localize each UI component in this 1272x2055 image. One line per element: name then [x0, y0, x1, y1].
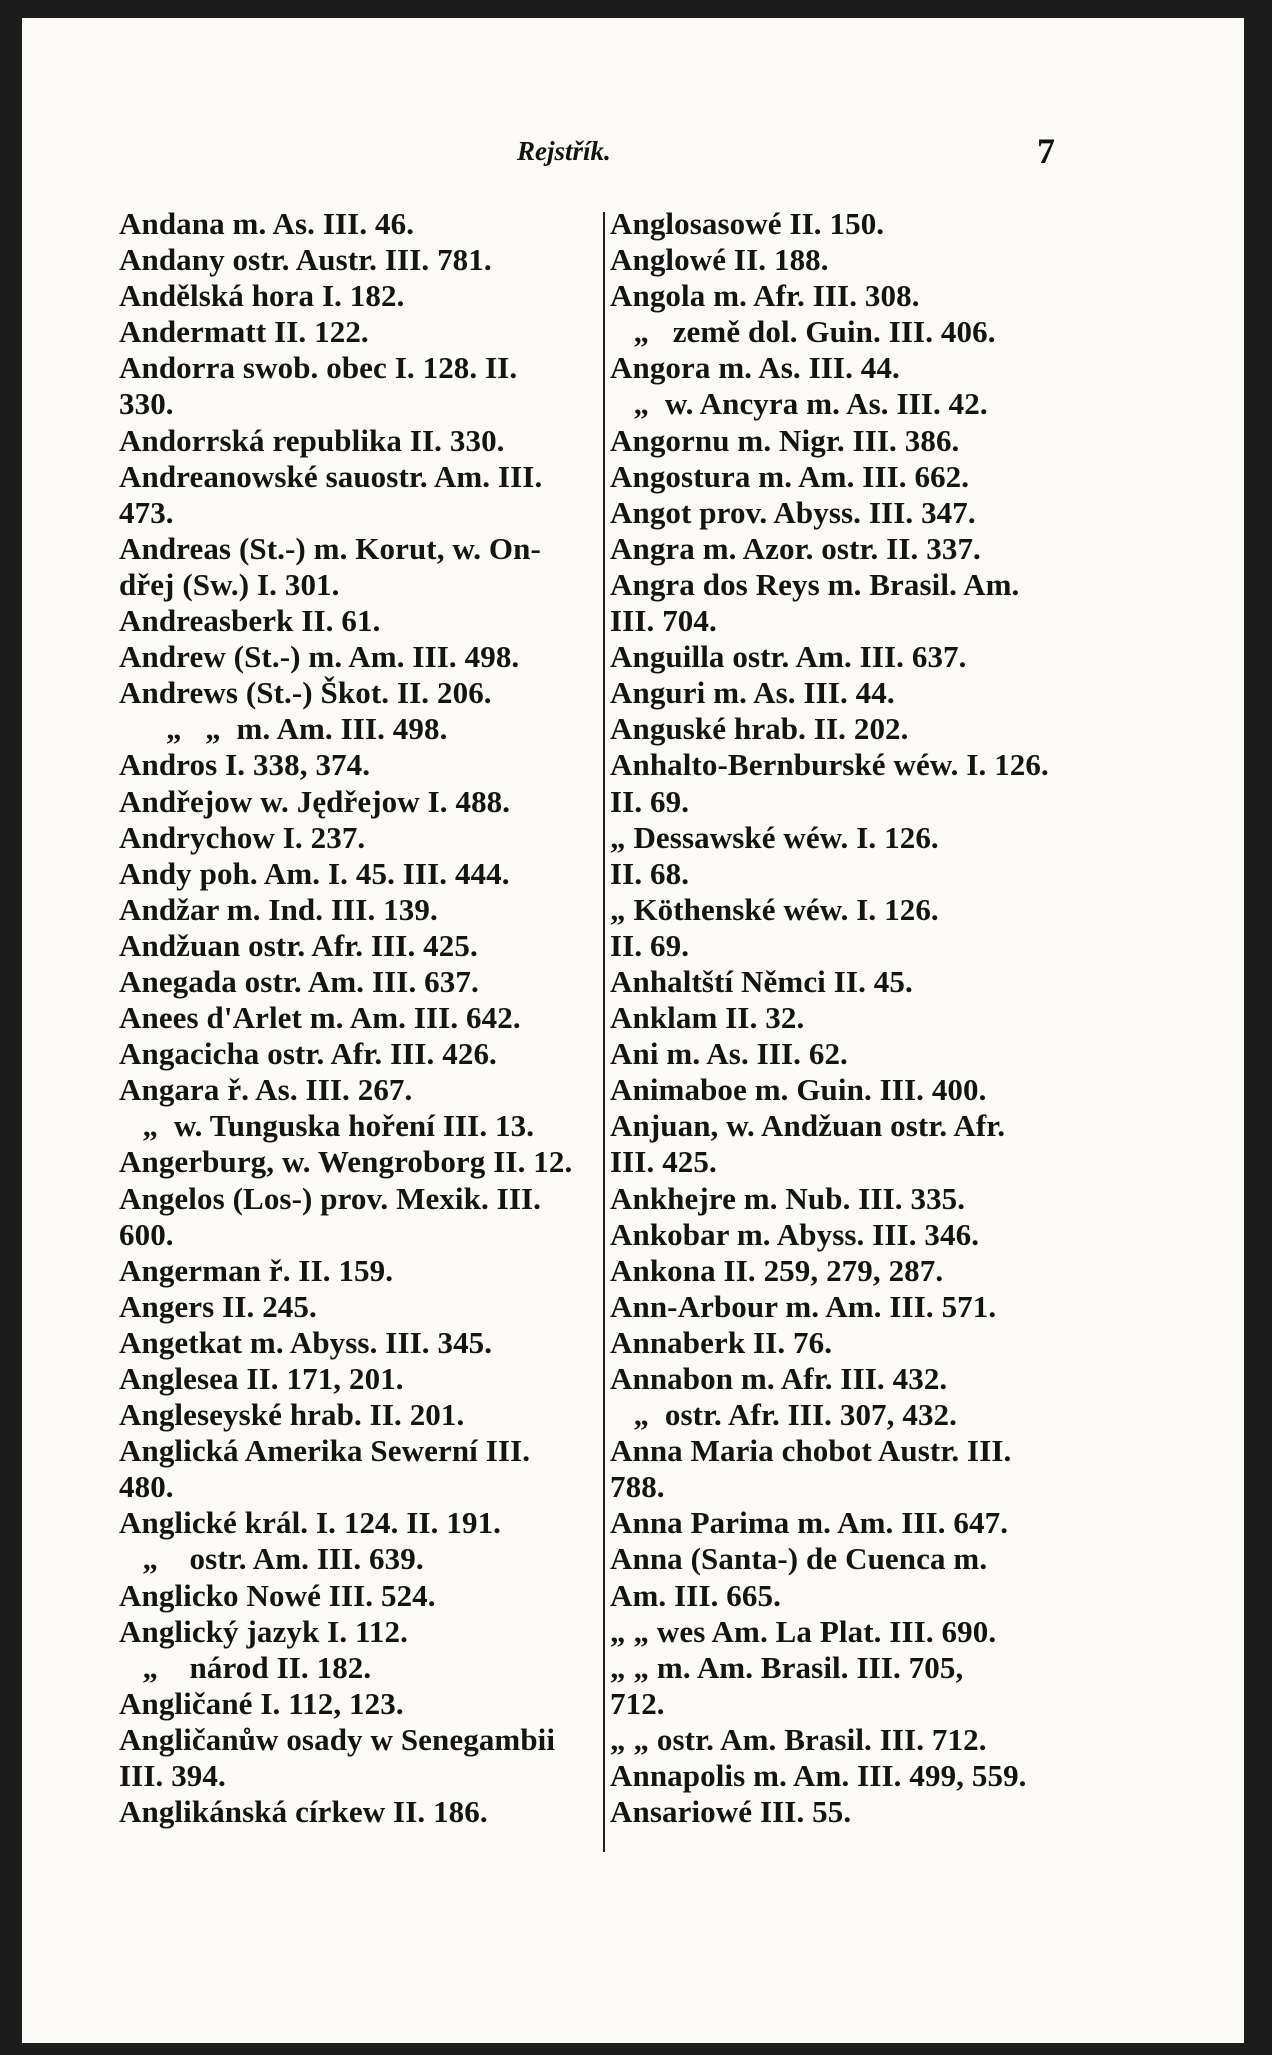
- index-entry-line: Angetkat m. Abyss. III. 345.: [119, 1324, 493, 1360]
- index-entry-line: Angerman ř. II. 159.: [119, 1252, 394, 1288]
- index-entry-line: „ Köthenské wéw. I. 126.: [610, 891, 939, 927]
- index-entry-line: „ ostr. Am. III. 639.: [119, 1541, 424, 1577]
- index-entry-line: Angers II. 245.: [119, 1288, 317, 1324]
- index-entry-line: Andrews (St.-) Škot. II. 206.: [119, 675, 492, 711]
- index-entry-line: Andros I. 338, 374.: [119, 747, 371, 783]
- index-entry-line: „ ostr. Afr. III. 307, 432.: [610, 1397, 958, 1433]
- index-entry-line: Anna Maria chobot Austr. III.: [610, 1433, 1012, 1469]
- index-entry-line: 600.: [119, 1216, 174, 1252]
- index-entry-line: „ země dol. Guin. III. 406.: [610, 314, 996, 350]
- index-entry-line: 480.: [119, 1469, 174, 1505]
- index-entry-line: Anglické král. I. 124. II. 191.: [119, 1505, 502, 1541]
- index-entry-line: III. 425.: [610, 1144, 717, 1180]
- index-entry-line: Ankona II. 259, 279, 287.: [610, 1252, 944, 1288]
- index-entry-line: Anglikánská církew II. 186.: [119, 1794, 488, 1830]
- index-entry-line: Annaberk II. 76.: [610, 1324, 833, 1360]
- index-entry-line: III. 704.: [610, 603, 717, 639]
- index-entry-line: Ann-Arbour m. Am. III. 571.: [610, 1288, 997, 1324]
- index-entry-line: Andreanowské sauostr. Am. III.: [119, 458, 543, 494]
- index-entry-line: Andreas (St.-) m. Korut, w. On-: [119, 530, 541, 566]
- index-entry-line: Andrychow I. 237.: [119, 819, 366, 855]
- index-entry-line: „ w. Tunguska hoření III. 13.: [119, 1108, 535, 1144]
- index-entry-line: Anglicko Nowé III. 524.: [119, 1577, 436, 1613]
- index-entry-line: Andorra swob. obec I. 128. II.: [119, 350, 518, 386]
- index-entry-line: „ „ m. Am. Brasil. III. 705,: [610, 1649, 964, 1685]
- index-entry-line: Anna (Santa-) de Cuenca m.: [610, 1541, 988, 1577]
- index-entry-line: Angelos (Los-) prov. Mexik. III.: [119, 1180, 542, 1216]
- index-entry-line: Anglosasowé II. 150.: [610, 206, 885, 241]
- index-column-right: [610, 206, 1090, 1830]
- index-entry-line: Anhalto-Bernburské wéw. I. 126.: [610, 747, 1049, 783]
- index-column-left: [119, 206, 597, 1830]
- index-entry-line: Anhaltští Němci II. 45.: [610, 963, 913, 999]
- index-entry-line: Anjuan, w. Andžuan ostr. Afr.: [610, 1108, 1006, 1144]
- index-entry-line: Andana m. As. III. 46.: [119, 206, 415, 241]
- index-entry-line: Andřejow w. Jędřejow I. 488.: [119, 783, 511, 819]
- index-entry-line: II. 68.: [610, 855, 690, 891]
- index-entry-line: Andorrská republika II. 330.: [119, 422, 505, 458]
- index-entry-line: „ „ wes Am. La Plat. III. 690.: [610, 1613, 997, 1649]
- index-entry-line: II. 69.: [610, 783, 690, 819]
- index-entry-line: Anguské hrab. II. 202.: [610, 711, 909, 747]
- index-entry-line: „ w. Ancyra m. As. III. 42.: [610, 386, 988, 422]
- index-entry-line: Anglesea II. 171, 201.: [119, 1361, 404, 1396]
- index-entry-line: Anglowé II. 188.: [610, 242, 829, 278]
- index-entry-line: Anklam II. 32.: [610, 1000, 805, 1036]
- index-entry-line: Anglický jazyk I. 112.: [119, 1613, 408, 1649]
- index-entry-line: 473.: [119, 494, 174, 530]
- index-entry-line: III. 394.: [119, 1758, 226, 1794]
- index-entry-line: Andrew (St.-) m. Am. III. 498.: [119, 639, 520, 675]
- index-entry-line: Anguri m. As. III. 44.: [610, 675, 895, 711]
- index-entry-line: „ Dessawské wéw. I. 126.: [610, 819, 939, 855]
- index-entry-line: Andžar m. Ind. III. 139.: [119, 891, 438, 927]
- index-entry-line: Angora m. As. III. 44.: [610, 350, 900, 386]
- book-page: [22, 18, 1244, 2043]
- index-entry-line: II. 69.: [610, 927, 690, 963]
- index-entry-line: Ansariowé III. 55.: [610, 1794, 852, 1830]
- index-entry-line: Anegada ostr. Am. III. 637.: [119, 963, 479, 999]
- index-entry-line: Angostura m. Am. III. 662.: [610, 458, 970, 494]
- index-entry-line: Angornu m. Nigr. III. 386.: [610, 422, 960, 458]
- index-entry-line: Anguilla ostr. Am. III. 637.: [610, 639, 967, 675]
- column-divider: [603, 212, 605, 1852]
- index-entry-line: Andreasberk II. 61.: [119, 603, 381, 639]
- index-entry-line: Angličanůw osady w Senegambii: [119, 1721, 556, 1757]
- index-entry-line: Annapolis m. Am. III. 499, 559.: [610, 1758, 1027, 1794]
- index-entry-line: Angleseyské hrab. II. 201.: [119, 1397, 465, 1433]
- index-entry-line: Andermatt II. 122.: [119, 314, 369, 350]
- page-number: 7: [1037, 131, 1055, 171]
- index-entry-line: Angerburg, w. Wengroborg II. 12.: [119, 1144, 573, 1180]
- index-entry-line: Anees d'Arlet m. Am. III. 642.: [119, 1000, 521, 1036]
- index-entry-line: Anna Parima m. Am. III. 647.: [610, 1505, 1009, 1541]
- index-entry-line: Andělská hora I. 182.: [119, 278, 405, 314]
- running-head: Rejstřík.: [517, 136, 611, 166]
- index-entry-line: Angličané I. 112, 123.: [119, 1685, 404, 1721]
- index-entry-line: Animaboe m. Guin. III. 400.: [610, 1072, 987, 1108]
- index-entry-line: Angola m. Afr. III. 308.: [610, 278, 920, 314]
- index-entry-line: Ankhejre m. Nub. III. 335.: [610, 1180, 966, 1216]
- index-entry-line: Angra m. Azor. ostr. II. 337.: [610, 530, 981, 566]
- index-entry-line: Ankobar m. Abyss. III. 346.: [610, 1216, 980, 1252]
- index-entry-line: Angara ř. As. III. 267.: [119, 1072, 413, 1108]
- index-entry-line: Angot prov. Abyss. III. 347.: [610, 494, 976, 530]
- index-entry-line: Angra dos Reys m. Brasil. Am.: [610, 566, 1020, 602]
- index-entry-line: Andy poh. Am. I. 45. III. 444.: [119, 855, 510, 891]
- index-entry-line: „ „ ostr. Am. Brasil. III. 712.: [610, 1721, 987, 1757]
- index-entry-line: Anglická Amerika Sewerní III.: [119, 1433, 531, 1469]
- index-entry-line: 712.: [610, 1685, 665, 1721]
- index-entry-line: dřej (Sw.) I. 301.: [119, 566, 340, 602]
- index-entry-line: Ani m. As. III. 62.: [610, 1036, 848, 1072]
- index-entry-line: Angacicha ostr. Afr. III. 426.: [119, 1036, 497, 1072]
- index-entry-line: Andžuan ostr. Afr. III. 425.: [119, 927, 478, 963]
- index-entry-line: „ národ II. 182.: [119, 1649, 372, 1685]
- index-entry-line: „ „ m. Am. III. 498.: [119, 711, 448, 747]
- index-entry-line: 788.: [610, 1469, 665, 1505]
- index-entry-line: 330.: [119, 386, 174, 422]
- index-entry-line: Annabon m. Afr. III. 432.: [610, 1361, 948, 1396]
- index-entry-line: Am. III. 665.: [610, 1577, 781, 1613]
- index-entry-line: Andany ostr. Austr. III. 781.: [119, 242, 492, 278]
